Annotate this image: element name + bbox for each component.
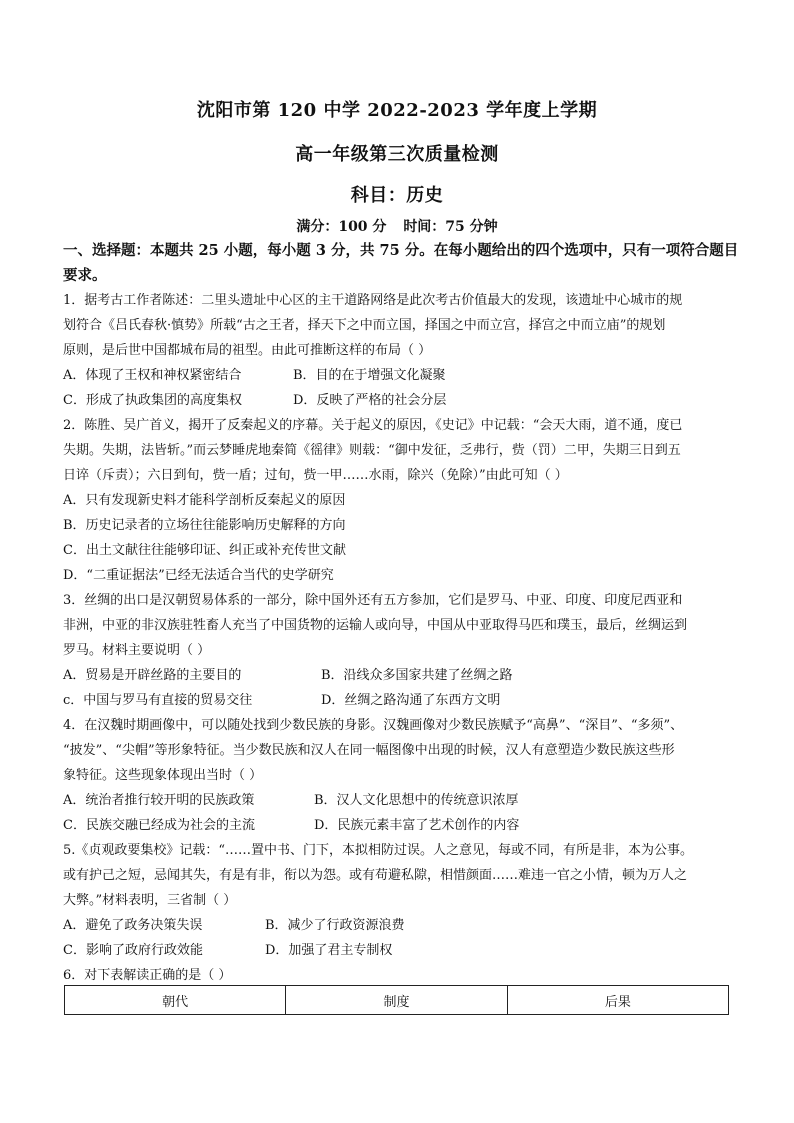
answer-option-a: A．只有发现新史料才能科学剖析反秦起义的原因 — [63, 493, 346, 508]
question-stem-line: 5.《贞观政要集校》记载：“……置中书、门下，本拟相防过误。人之意见，每或不同，有所是非，本为公事。 — [63, 843, 694, 858]
exam-time: 时间：75 分钟 — [403, 219, 498, 235]
answer-option-c: C．民族交融已经成为社会的主流 — [63, 818, 255, 833]
question-stem-line: 或有护己之短，忌闻其失，有是有非，衔以为怨。或有苟避私隙，相惜颜面……难违一官之小情，顿为万人之 — [63, 868, 688, 883]
question-stem-line: 非洲，中亚的非汉族驻牲畜人充当了中国货物的运输人或向导，中国从中亚取得马匹和璞玉，最后，丝绸运到 — [63, 618, 688, 633]
question-stem-line: 2．陈胜、吴广首义，揭开了反秦起义的序幕。关于起义的原因，《史记》中记载：“会天大雨，道不通，度已 — [63, 418, 683, 433]
question-stem-line: 象特征。这些现象体现出当时（ ） — [63, 768, 263, 783]
answer-option-c: C．出土文献往往能够印证、纠正或补充传世文献 — [63, 543, 346, 558]
answer-option-b: B．减少了行政资源浪费 — [265, 918, 405, 933]
answer-option-b: B．历史记录者的立场往往能影响历史解释的方向 — [63, 518, 346, 533]
table-header-row — [65, 986, 729, 1015]
question6-table — [64, 985, 729, 1015]
answer-option-a: A．统治者推行较开明的民族政策 — [63, 793, 255, 808]
question-stem-line: 失期。失期，法皆斩。”而云梦睡虎地秦简《徭律》则载：“御中发征，乏弗行，赀（罚）二甲，失期三日到五 — [63, 443, 681, 458]
answer-option-d: D．反映了严格的社会分层 — [293, 393, 447, 408]
subject-label: 科目：历史 — [350, 185, 444, 206]
question-list — [63, 288, 739, 988]
answer-option-d: D．民族元素丰富了艺术创作的内容 — [314, 818, 520, 833]
question-stem-line: “披发”、“尖帽”等形象特征。当少数民族和汉人在同一幅图像中出现的时候，汉人有意塑造少数民族这些形 — [63, 743, 675, 758]
answer-option-c: C．形成了执政集团的高度集权 — [63, 393, 242, 408]
answer-option-a: A．贸易是开辟丝路的主要目的 — [63, 668, 242, 683]
question-stem-line: 4．在汉魏时期画像中，可以随处找到少数民族的身影。汉魏画像对少数民族赋予“高鼻”、“深目”、“多须”、 — [63, 718, 684, 733]
answer-option-a: A．避免了政务决策失误 — [63, 918, 203, 933]
answer-option-b: B．汉人文化思想中的传统意识浓厚 — [314, 793, 519, 808]
answer-option-c: C．影响了政府行政效能 — [63, 943, 203, 958]
answer-option-c: c．中国与罗马有直接的贸易交往 — [63, 693, 253, 708]
option-group — [63, 488, 739, 588]
question-4 — [63, 713, 739, 838]
option-group — [63, 363, 739, 413]
answer-option-b: B．沿线众多国家共建了丝绸之路 — [321, 668, 513, 683]
answer-option-d: D．丝绸之路沟通了东西方文明 — [321, 693, 501, 708]
exam-subtitle: 高一年级第三次质量检测 — [295, 144, 499, 165]
option-group — [63, 913, 739, 963]
answer-option-d: D．“二重证据法”已经无法适合当代的史学研究 — [63, 568, 334, 583]
option-group — [63, 663, 739, 713]
question-5 — [63, 838, 739, 963]
question-stem-line: 原则，是后世中国都城布局的祖型。由此可推断这样的布局（ ） — [63, 343, 432, 358]
question-1 — [63, 288, 739, 413]
question-stem-line: 大弊。”材料表明，三省制（ ） — [63, 893, 237, 908]
question-stem-line: 1．据考古工作者陈述：二里头遗址中心区的主干道路网络是此次考古价值最大的发现，该遗址中心城市的规 — [63, 293, 683, 308]
full-score: 满分：100 分 — [296, 219, 387, 235]
question-stem-line: 3．丝绸的出口是汉朝贸易体系的一部分，除中国外还有五方参加，它们是罗马、中亚、印度、印度尼西亚和 — [63, 593, 683, 608]
question-stem-line: 6．对下表解读正确的是（ ） — [63, 968, 232, 983]
question-3 — [63, 588, 739, 713]
question-stem-line: 日谇（斥责）；六日到旬，赀一盾；过旬，赀一甲……水雨，除兴（免除）”由此可知（ ） — [63, 468, 568, 483]
answer-option-a: A．体现了王权和神权紧密结合 — [63, 368, 242, 383]
table-header-result: 后果 — [507, 986, 728, 1015]
exam-content — [63, 238, 739, 988]
question-2 — [63, 413, 739, 588]
option-group — [63, 788, 739, 838]
question-stem-line: 罗马。材料主要说明（ ） — [63, 643, 211, 658]
answer-option-b: B．目的在于增强文化凝聚 — [293, 368, 446, 383]
exam-meta — [0, 216, 794, 236]
table-header-system: 制度 — [286, 986, 507, 1015]
exam-title: 沈阳市第 120 中学 2022-2023 学年度上学期 — [196, 100, 598, 121]
section-heading: 一、选择题：本题共 25 小题，每小题 3 分，共 75 分。在每小题给出的四个选项中，只有一项符合题目要求。 — [63, 242, 739, 284]
question-stem-line: 划符合《吕氏春秋·慎势》所载“古之王者，择天下之中而立国，择国之中而立宫，择宫之中而立庙”的规划 — [63, 318, 666, 333]
answer-option-d: D．加强了君主专制权 — [265, 943, 393, 958]
table-header-dynasty: 朝代 — [65, 986, 286, 1015]
